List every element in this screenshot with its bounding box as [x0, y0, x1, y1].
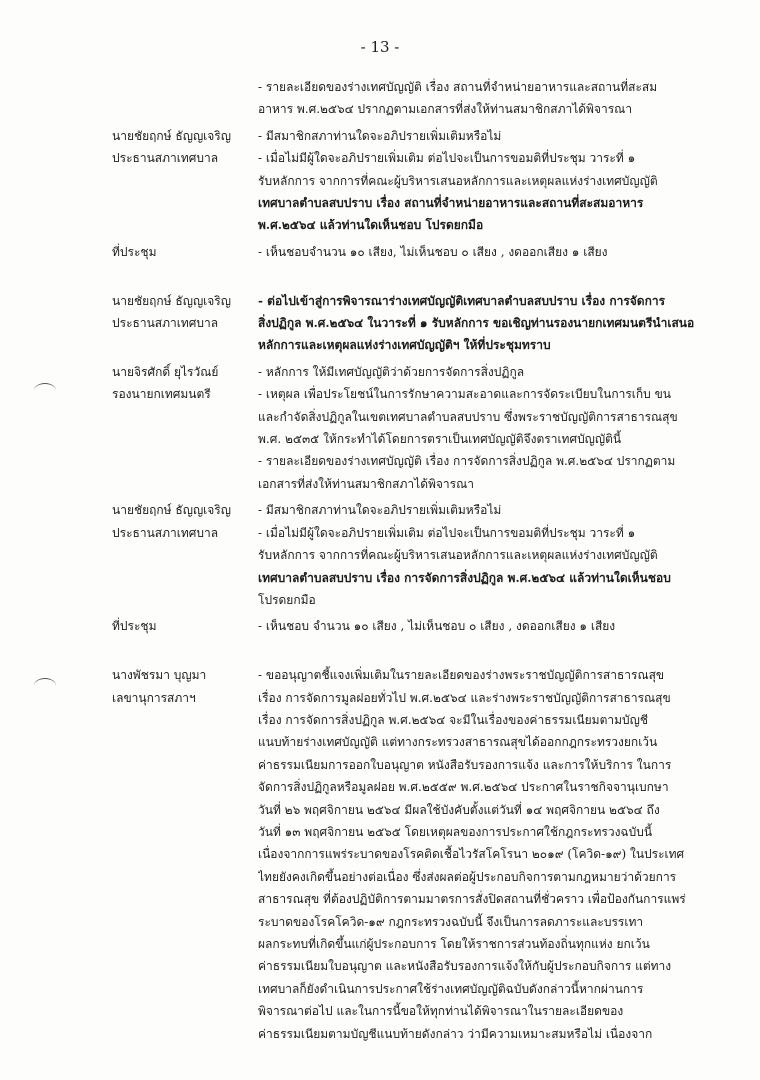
- minutes-entry: [112, 125, 712, 237]
- text-line: วันที่ ๑๓ พฤศจิกายน ๒๕๖๕ โดยเหตุผลของการประกาศใช้กฎกระทรวงฉบับนี้: [258, 824, 653, 839]
- page-number: - 13 -: [360, 38, 400, 56]
- speaker-column: [112, 361, 258, 495]
- text-line: ระบาดของโรคโควิด-๑๙ กฎกระทรวงฉบับนี้ จึงเป็นการลดภาระและบรรเทา: [258, 914, 644, 929]
- speaker-role: [112, 263, 258, 285]
- text-line: และกำจัดสิ่งปฏิกูลในเขตเทศบาลตำบลสบปราบ ซึ่งพระราชบัญญัติการสาธารณสุข: [258, 409, 678, 424]
- speaker-name: นายชัยฤกษ์ ธัญญเจริญ: [112, 293, 231, 308]
- speech-column: [258, 664, 712, 1045]
- text-line: ค่าธรรมเนียมการออกใบอนุญาต หนังสือรับรองการแจ้ง และการให้บริการ ในการ: [258, 757, 672, 772]
- speaker-role: เลขานุการสภาฯ: [112, 690, 196, 705]
- text-line: สาธารณสุข ที่ต้องปฏิบัติการตามมาตรการสั่งปิดสถานที่ชั่วคราว เพื่อป้องกันการแพร่: [258, 892, 686, 907]
- speech-paragraph: [258, 522, 712, 612]
- speaker-role: ประธานสภาเทศบาล: [112, 525, 219, 540]
- speech-column: [258, 361, 712, 495]
- text-line: เรื่อง การจัดการสิ่งปฏิกูล พ.ศ.๒๕๖๔ จะมีในเรื่องของค่าธรรมเนียมตามบัญชี: [258, 712, 648, 727]
- text-line: วันที่ ๒๖ พฤศจิกายน ๒๕๖๔ มีผลใช้บังคับตั้งแต่วันที่ ๑๔ พฤศจิกายน ๒๕๖๔ ถึง: [258, 802, 660, 817]
- speech-column: [258, 499, 712, 611]
- text-line: - เมื่อไม่มีผู้ใดจะอภิปรายเพิ่มเติม ต่อไปจะเป็นการขอมติที่ประชุม วาระที่ ๑: [258, 151, 636, 166]
- meeting-minutes-body: [112, 76, 712, 1045]
- speech-column: [258, 615, 712, 660]
- speaker-role: [112, 98, 258, 120]
- text-line: เนื่องจากการแพร่ระบาดของโรคติดเชื้อไวรัสโคโรนา ๒๐๑๙ (โควิด-๑๙) ในประเทศ: [258, 847, 685, 862]
- speaker-name: [112, 76, 258, 98]
- speech-paragraph: [258, 125, 712, 147]
- text-line: - ต่อไปเข้าสู่การพิจารณาร่างเทศบัญญัติเทศบาลตำบลสบปราบ เรื่อง การจัดการ: [258, 293, 666, 308]
- speech-paragraph: [258, 241, 712, 263]
- text-line: แนบท้ายร่างเทศบัญญัติ แต่ทางกระทรวงสาธารณสุขได้ออกกฎกระทรวงยกเว้น: [258, 735, 658, 750]
- speaker-name: นายจิรศักดิ์ ยุไรวัณย์: [112, 364, 219, 379]
- text-line: - เห็นชอบจำนวน ๑๐ เสียง, ไม่เห็นชอบ ๐ เสียง , งดออกเสียง ๑ เสียง: [258, 244, 608, 259]
- punch-hole-mark-bottom: [34, 678, 56, 693]
- minutes-entry: [112, 499, 712, 611]
- speaker-name: นางพัชรมา บุญมา: [112, 668, 207, 683]
- speaker-column: [112, 125, 258, 237]
- minutes-entry: [112, 361, 712, 495]
- speech-paragraph: [258, 76, 712, 121]
- speech-column: [258, 290, 712, 357]
- text-line: หลักการและเหตุผลแห่งร่างเทศบัญญัติฯ ให้ที่ประชุมทราบ: [258, 338, 551, 353]
- speech-column: [258, 125, 712, 237]
- minutes-entry: [112, 615, 712, 660]
- text-line: - หลักการ ให้มีเทศบัญญัติว่าด้วยการจัดการสิ่งปฏิกูล: [258, 364, 525, 379]
- text-line: เอกสารที่ส่งให้ท่านสมาชิกสภาได้พิจารณา: [258, 476, 474, 491]
- text-line: อาหาร พ.ศ.๒๕๖๔ ปรากฏตามเอกสารที่ส่งให้ท่านสมาชิกสภาได้พิจารณา: [258, 102, 633, 117]
- speech-paragraph: [258, 615, 712, 637]
- text-line: พิจารณาต่อไป และในการนี้ขอให้ทุกท่านได้พิจารณาในรายละเอียดของ: [258, 1004, 624, 1019]
- minutes-entry: [112, 76, 712, 121]
- text-line: - รายละเอียดของร่างเทศบัญญัติ เรื่อง การจัดการสิ่งปฏิกูล พ.ศ.๒๕๖๔ ปรากฏตาม: [258, 454, 676, 469]
- speaker-column: [112, 499, 258, 611]
- speaker-name: ที่ประชุม: [112, 244, 157, 259]
- speaker-role: ประธานสภาเทศบาล: [112, 151, 219, 166]
- text-line: เทศบาลก็ยังดำเนินการประกาศใช้ร่างเทศบัญญัติฉบับดังกล่าวนี้หากผ่านการ: [258, 981, 644, 996]
- speech-column: [258, 241, 712, 286]
- text-line: เทศบาลตำบลสบปราบ เรื่อง การจัดการสิ่งปฏิกูล พ.ศ.๒๕๖๔ แล้วท่านใดเห็นชอบ: [258, 570, 671, 585]
- speaker-name: ที่ประชุม: [112, 619, 157, 634]
- speaker-role: ประธานสภาเทศบาล: [112, 316, 219, 331]
- text-line: จัดการสิ่งปฏิกูลหรือมูลฝอย พ.ศ.๒๕๕๙ พ.ศ.๒๕๖๔ ประกาศในราชกิจจานุเบกษา: [258, 780, 669, 795]
- speech-paragraph: [258, 383, 712, 450]
- speech-paragraph: [258, 499, 712, 521]
- speaker-name: นายชัยฤกษ์ ธัญญเจริญ: [112, 503, 231, 518]
- text-line: เทศบาลตำบลสบปราบ เรื่อง สถานที่จำหน่ายอาหารและสถานที่สะสมอาหาร: [258, 196, 644, 211]
- text-line: ไทยยังคงเกิดขึ้นอย่างต่อเนื่อง ซึ่งส่งผลต่อผู้ประกอบกิจการตามกฎหมายว่าด้วยการ: [258, 869, 677, 884]
- text-line: สิ่งปฏิกูล พ.ศ.๒๕๖๔ ในวาระที่ ๑ รับหลักการ ขอเชิญท่านรองนายกเทศมนตรีนำเสนอ: [258, 316, 695, 331]
- text-line: รับหลักการ จากการที่คณะผู้บริหารเสนอหลักการและเหตุผลแห่งร่างเทศบัญญัติ: [258, 173, 658, 188]
- text-line: เรื่อง การจัดการมูลฝอยทั่วไป พ.ศ.๒๕๖๔ และร่างพระราชบัญญัติการสาธารณสุข: [258, 690, 671, 705]
- punch-hole-mark-top: [34, 383, 56, 398]
- speech-paragraph: [258, 664, 712, 1045]
- speaker-column: [112, 615, 258, 660]
- text-line: ค่าธรรมเนียมใบอนุญาต และหนังสือรับรองการแจ้งให้กับผู้ประกอบกิจการ แต่ทาง: [258, 959, 672, 974]
- text-line: - ขออนุญาตชี้แจงเพิ่มเติมในรายละเอียดของร่างพระราชบัญญัติการสาธารณสุข: [258, 668, 665, 683]
- speaker-column: [112, 76, 258, 121]
- speaker-role: [112, 638, 258, 660]
- minutes-entry: [112, 664, 712, 1045]
- speaker-column: [112, 664, 258, 1045]
- speech-paragraph: [258, 450, 712, 495]
- minutes-entry: [112, 241, 712, 286]
- text-line: รับหลักการ จากการที่คณะผู้บริหารเสนอหลักการและเหตุผลแห่งร่างเทศบัญญัติ: [258, 548, 658, 563]
- minutes-entry: [112, 290, 712, 357]
- text-line: พ.ศ.๒๕๖๔ แล้วท่านใดเห็นชอบ โปรดยกมือ: [258, 218, 484, 233]
- text-line: ผลกระทบที่เกิดขึ้นแก่ผู้ประกอบการ โดยให้ราชการส่วนท้องถิ่นทุกแห่ง ยกเว้น: [258, 937, 650, 951]
- speech-column: [258, 76, 712, 121]
- speaker-column: [112, 290, 258, 357]
- speech-paragraph: [258, 147, 712, 237]
- speech-paragraph: [258, 290, 712, 357]
- speech-paragraph: [258, 361, 712, 383]
- text-line: โปรดยกมือ: [258, 592, 316, 607]
- text-line: - มีสมาชิกสภาท่านใดจะอภิปรายเพิ่มเติมหรือไม่: [258, 503, 502, 518]
- text-line: - เหตุผล เพื่อประโยชน์ในการรักษาความสะอาดและการจัดระเบียบในการเก็บ ขน: [258, 387, 671, 402]
- text-line: ค่าธรรมเนียมตามบัญชีแนบท้ายดังกล่าว ว่ามีความเหมาะสมหรือไม่ เนื่องจาก: [258, 1026, 653, 1041]
- text-line: - มีสมาชิกสภาท่านใดจะอภิปรายเพิ่มเติมหรือไม่: [258, 128, 502, 143]
- text-line: - เมื่อไม่มีผู้ใดจะอภิปรายเพิ่มเติม ต่อไปจะเป็นการขอมติที่ประชุม วาระที่ ๑: [258, 525, 636, 540]
- speaker-name: นายชัยฤกษ์ ธัญญเจริญ: [112, 128, 231, 143]
- text-line: - รายละเอียดของร่างเทศบัญญัติ เรื่อง สถานที่จำหน่ายอาหารและสถานที่สะสม: [258, 80, 658, 94]
- text-line: พ.ศ. ๒๕๓๕ ให้กระทำได้โดยการตราเป็นเทศบัญญัติจึงตราเทศบัญญัตินี้: [258, 432, 622, 447]
- speaker-role: รองนายกเทศมนตรี: [112, 387, 211, 402]
- text-line: - เห็นชอบ จำนวน ๑๐ เสียง , ไม่เห็นชอบ ๐ เสียง , งดออกเสียง ๑ เสียง: [258, 619, 616, 634]
- speaker-column: [112, 241, 258, 286]
